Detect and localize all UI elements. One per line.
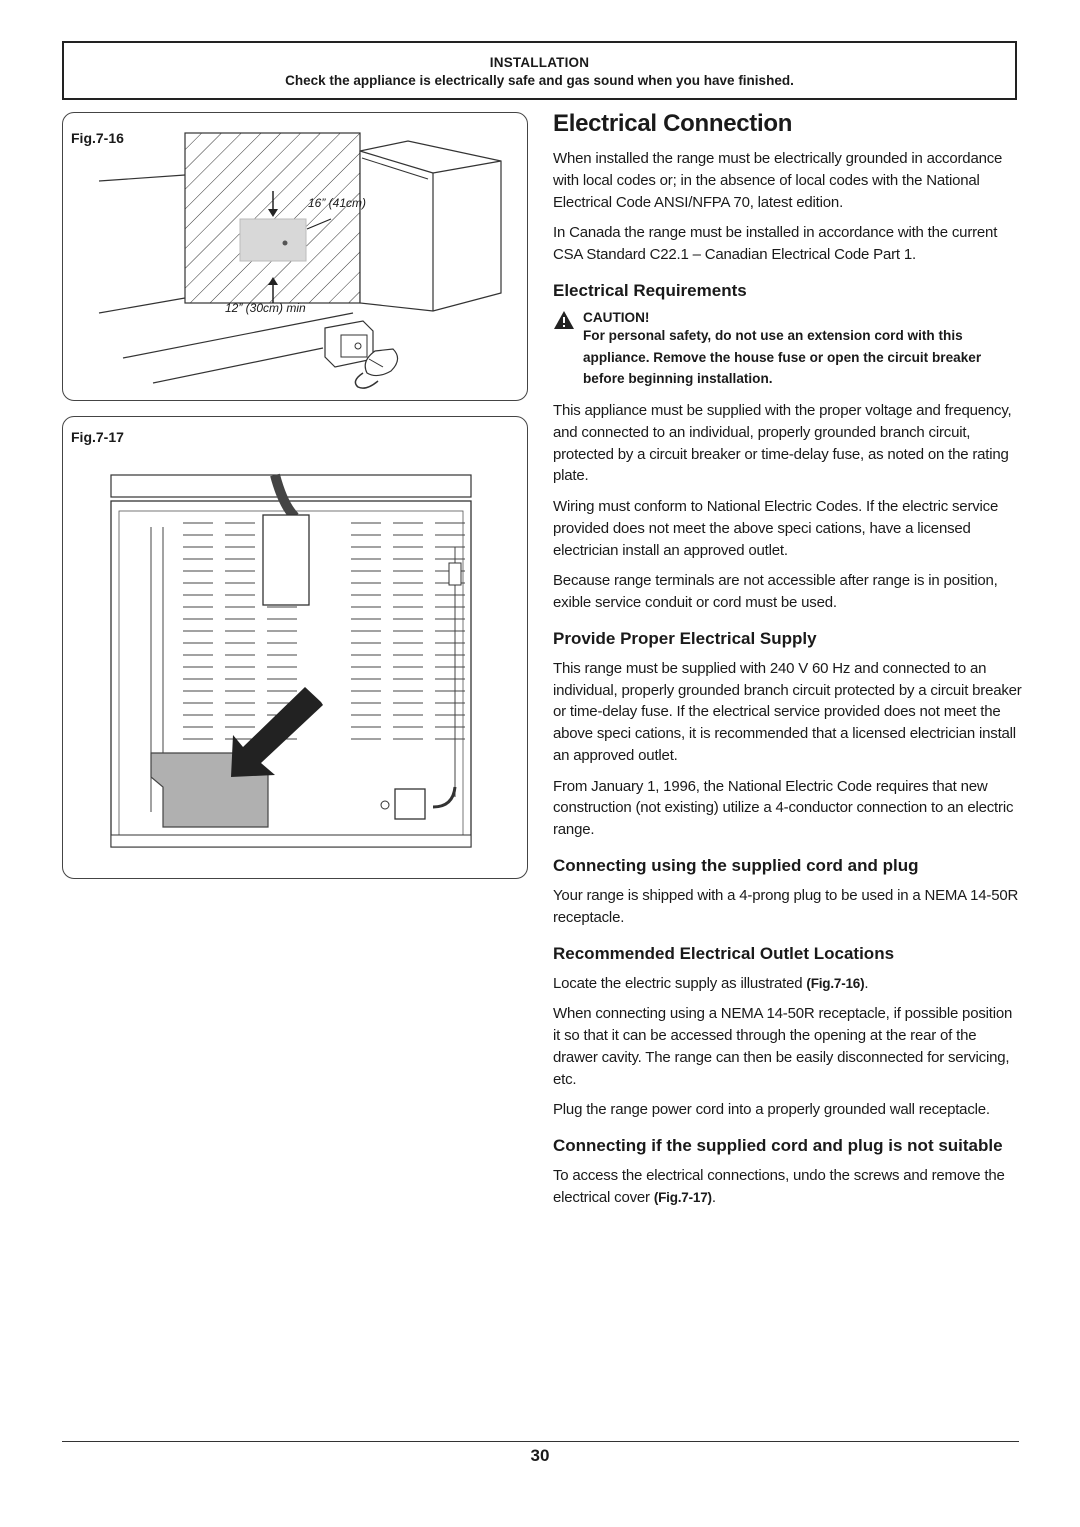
electrical-connection-section bbox=[553, 110, 1023, 1218]
caution-text: For personal safety, do not use an extension cord with this appliance. Remove the house fuse or open the circuit breaker before beginning installation. bbox=[583, 327, 982, 387]
dimension-height-label: 12” (30cm) min bbox=[225, 301, 306, 315]
not-suitable-heading: Connecting if the supplied cord and plug is not suitable bbox=[553, 1136, 1003, 1156]
outlet-zone bbox=[240, 219, 306, 261]
intro-paragraph-2: In Canada the range must be installed in accordance with the current CSA Standard C22.1 – Canadian Electrical Code Part 1. bbox=[553, 224, 998, 263]
outlet-paragraph-3: Plug the range power cord into a properly grounded wall receptacle. bbox=[553, 1101, 990, 1119]
installation-header bbox=[62, 41, 1017, 100]
header-subtitle: Check the appliance is electrically safe and gas sound when you have finished. bbox=[285, 73, 794, 88]
warning-icon bbox=[553, 310, 583, 390]
electrical-supply-heading: Provide Proper Electrical Supply bbox=[553, 628, 817, 648]
requirements-paragraph-3: Because range terminals are not accessible after range is in position, exible service conduit or cord must be used. bbox=[553, 572, 998, 612]
caution-box bbox=[553, 310, 1023, 390]
intro-paragraph-1: When installed the range must be electrically grounded in accordance with local codes or; in the absence of local codes with the National Electrical Code ANSI/NFPA 70, latest edition. bbox=[553, 150, 1003, 211]
outlet-location-illustration bbox=[63, 113, 529, 402]
outlet-paragraph-2: When connecting using a NEMA 14-50R receptacle, if possible position it so that it can be accessed through the opening at the rear of the drawer cavity. The range can then be easily disconnected for servicing, etc. bbox=[553, 1005, 1013, 1088]
wall-hatched-area bbox=[185, 133, 360, 303]
figure-7-16 bbox=[62, 112, 528, 401]
electrical-requirements-heading: Electrical Requirements bbox=[553, 280, 747, 300]
not-suitable-paragraph-1: To access the electrical connections, undo the screws and remove the electrical cover (Fig.7-17). bbox=[553, 1167, 1005, 1206]
figure-reference-7-17: (Fig.7-17) bbox=[653, 1189, 712, 1205]
supply-paragraph-2: From January 1, 1996, the National Electric Code requires that new construction (not existing) utilize a 4-conductor connection to an electric range. bbox=[553, 777, 1014, 839]
outlet-locations-heading: Recommended Electrical Outlet Locations bbox=[553, 943, 895, 963]
cord-paragraph-1: Your range is shipped with a 4-prong plug to be used in a NEMA 14-50R receptacle. bbox=[553, 887, 1019, 926]
requirements-paragraph-2: Wiring must conform to National Electric Codes. If the electric service provided does not meet the above speci cations, have a licensed electrician install an approved outlet. bbox=[553, 498, 999, 559]
range-rear-illustration bbox=[63, 417, 529, 880]
cord-plug-heading: Connecting using the supplied cord and plug bbox=[553, 855, 919, 875]
figure-reference-7-16: (Fig.7-16) bbox=[806, 975, 865, 991]
page-title: Electrical Connection bbox=[553, 110, 793, 137]
page-number: 30 bbox=[530, 1446, 550, 1465]
figure-7-17-label: Fig.7-17 bbox=[71, 429, 124, 445]
figure-7-16-label: Fig.7-16 bbox=[71, 130, 124, 146]
figure-7-17 bbox=[62, 416, 528, 879]
supply-paragraph-1: This range must be supplied with 240 V 60 Hz and connected to an individual, properly grounded branch circuit protected by a circuit breaker or time-delay fuse. If the electrical service provided does not meet the above speci cations, it is recommended that a licensed electrician install an approved outlet. bbox=[553, 659, 1022, 764]
header-title: INSTALLATION bbox=[489, 55, 590, 70]
outlet-paragraph-1: Locate the electric supply as illustrated (Fig.7-16). bbox=[553, 974, 869, 992]
footer-divider bbox=[62, 1441, 1019, 1442]
dimension-width-label: 16” (41cm) bbox=[308, 196, 367, 210]
requirements-paragraph-1: This appliance must be supplied with the proper voltage and frequency, and connected to an individual, properly grounded branch circuit, protected by a circuit breaker or time-delay fuse, as noted on the rating plate. bbox=[553, 402, 1012, 485]
caution-label: CAUTION! bbox=[583, 309, 650, 325]
